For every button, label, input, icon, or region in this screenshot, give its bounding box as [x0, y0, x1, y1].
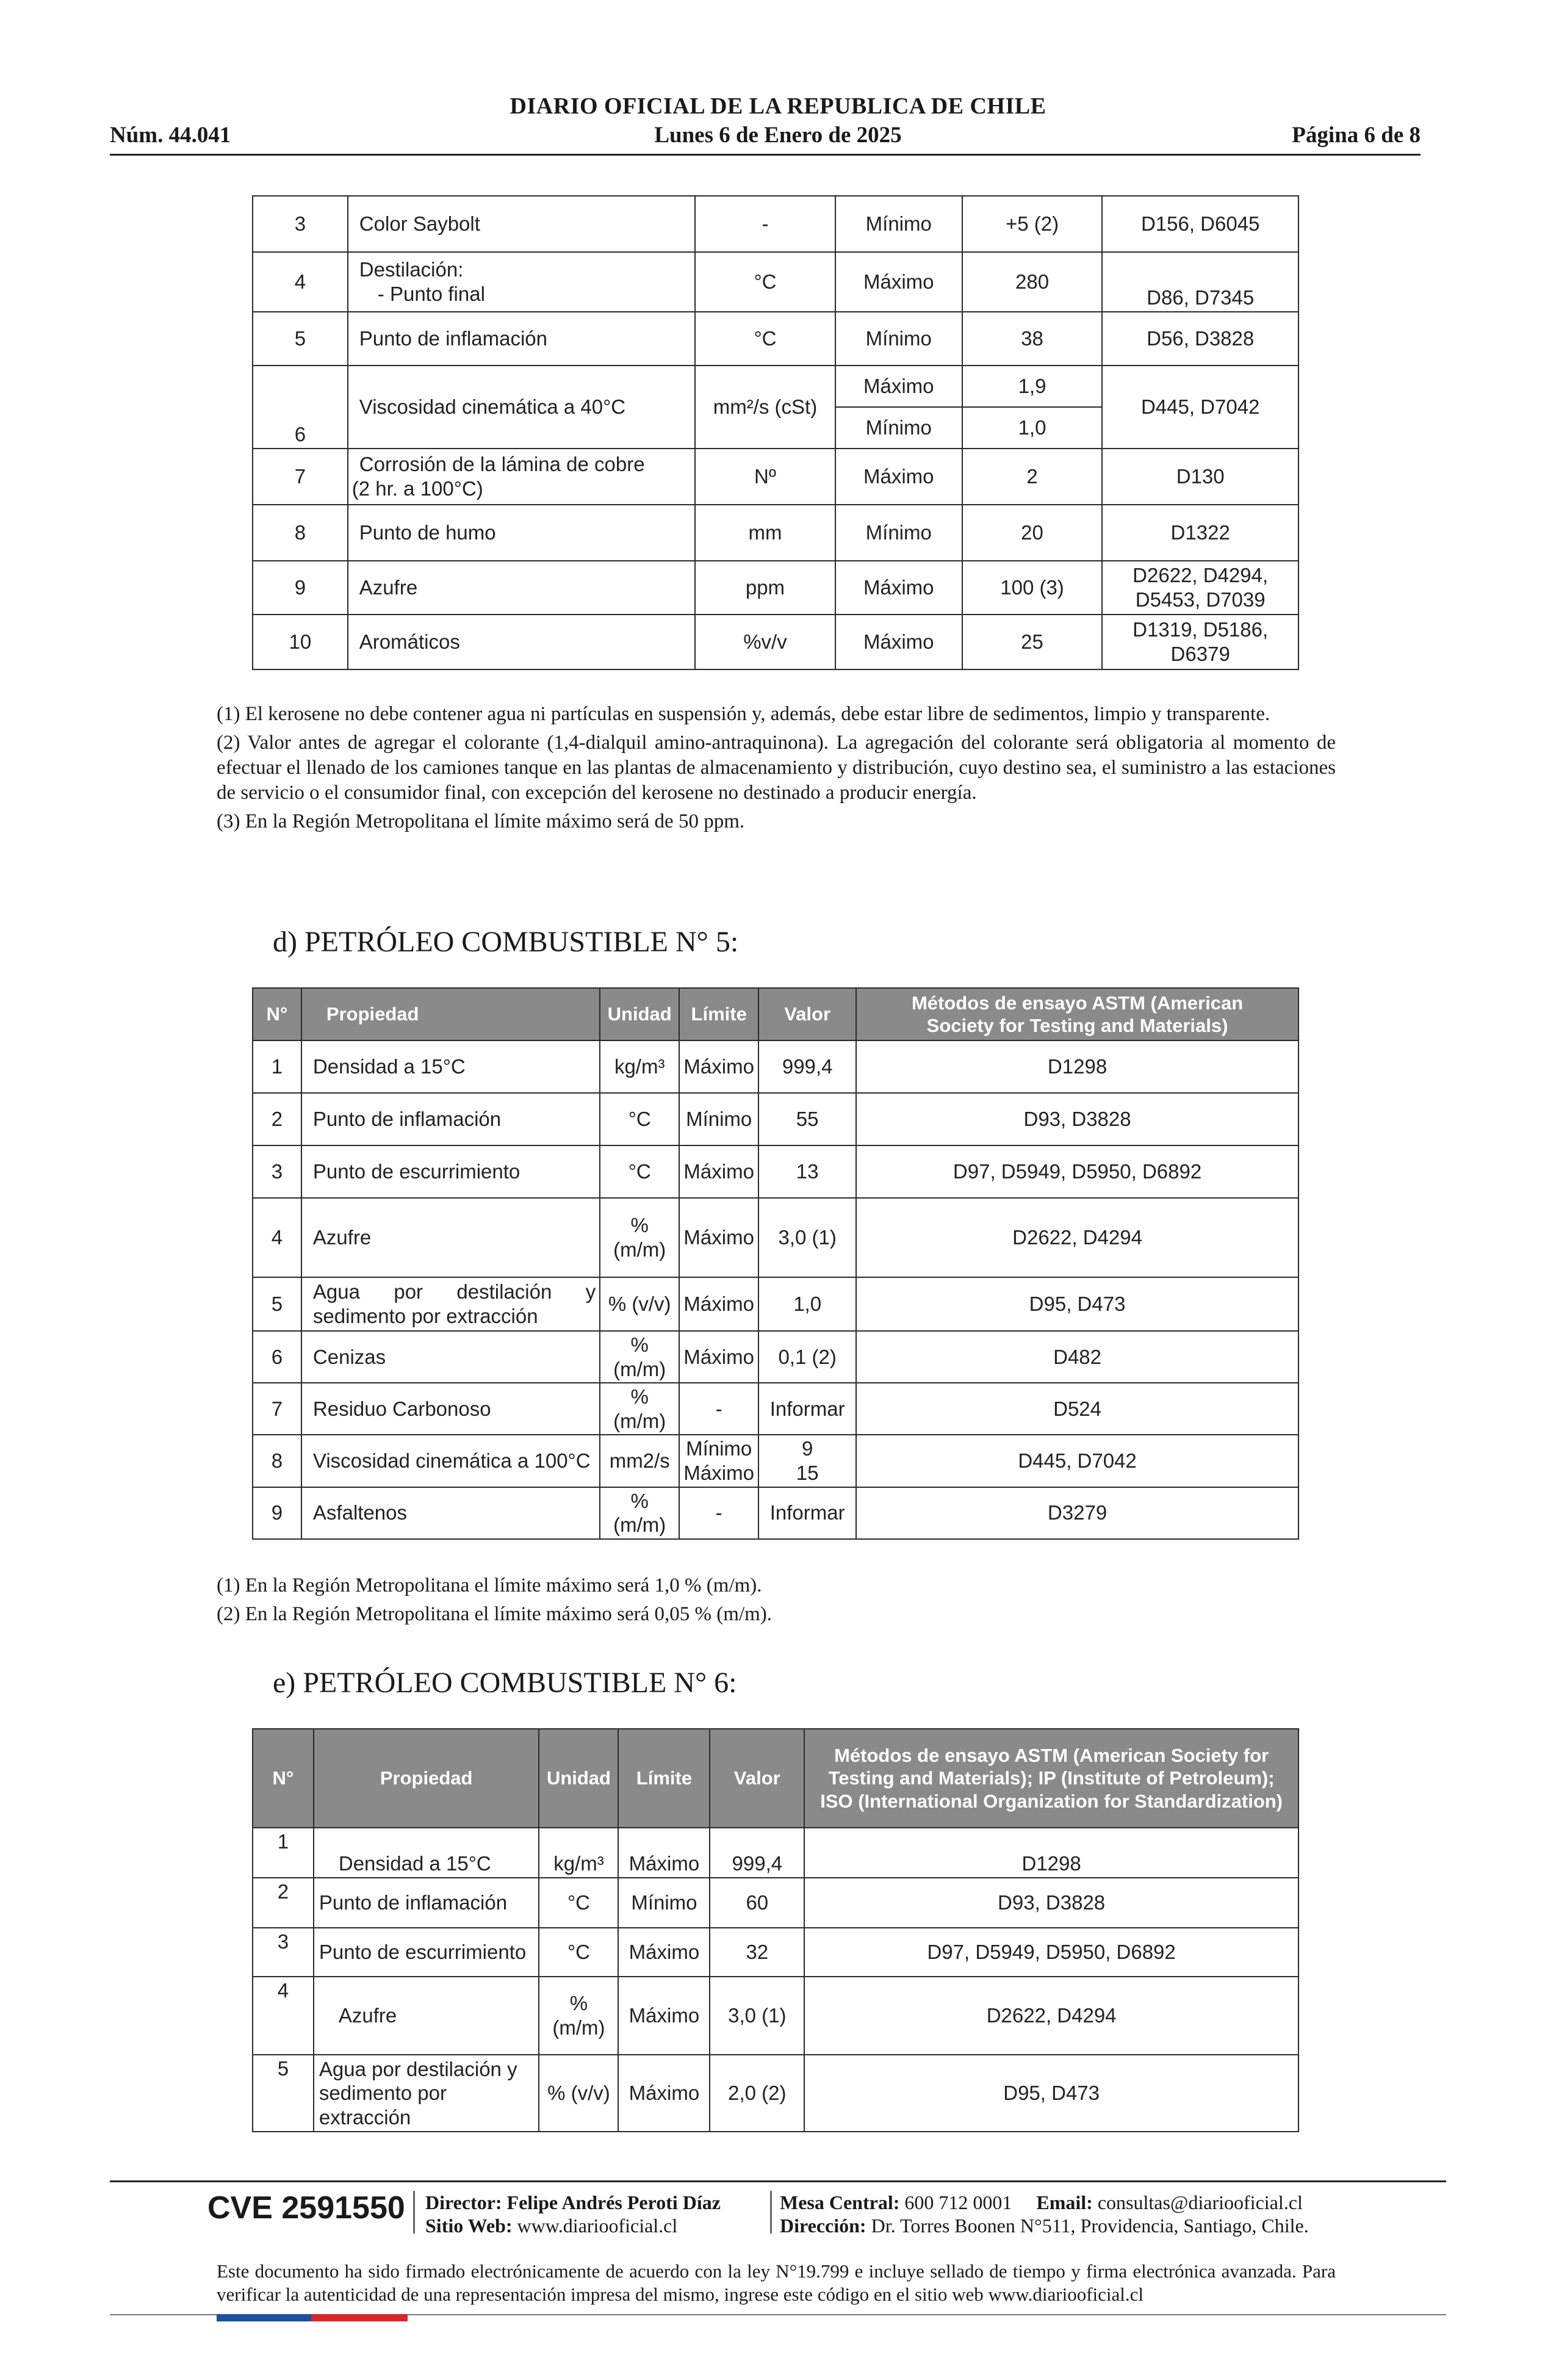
method-cell: D445, D7042	[856, 1435, 1298, 1487]
limit-cell: Máximo	[618, 2055, 710, 2132]
property-cell: Cenizas	[301, 1331, 600, 1383]
property-cell: Viscosidad cinemática a 100°C	[301, 1435, 600, 1487]
value-cell: 38	[962, 312, 1103, 366]
limit-cell: Mínimo	[679, 1093, 758, 1145]
unit-cell: % (m/m)	[539, 1977, 618, 2055]
table-row	[253, 1093, 1298, 1145]
header-value: Valor	[758, 988, 856, 1040]
row-number: 7	[253, 1383, 301, 1435]
row-number: 8	[253, 505, 348, 561]
value-cell: 280	[962, 252, 1103, 312]
unit-cell: kg/m³	[539, 1828, 618, 1878]
site-label: Sitio Web:	[425, 2215, 513, 2237]
phone-label: Mesa Central:	[780, 2191, 900, 2213]
property-line: Destilación:	[359, 258, 464, 281]
footnote: (2) En la Región Metropolitana el límite máximo será 0,05 % (m/m).	[217, 1603, 773, 1625]
property-cell: Aromáticos	[348, 615, 695, 669]
row-number: 5	[253, 1277, 301, 1331]
table-row	[253, 1383, 1298, 1435]
property-cell: Punto de inflamación	[301, 1093, 600, 1145]
method-line: D5453, D7039	[1135, 588, 1266, 611]
table-row	[253, 252, 1298, 312]
unit-cell: °C	[539, 1928, 618, 1977]
email-link[interactable]: consultas@diariooficial.cl	[1097, 2191, 1303, 2213]
property-line: (2 hr. a 100°C)	[351, 477, 483, 500]
limit-cell: Máximo	[679, 1040, 758, 1093]
address: Dr. Torres Boonen N°511, Providencia, Santiago, Chile.	[871, 2215, 1309, 2237]
value-cell: 55	[758, 1093, 856, 1145]
value-cell: 0,1 (2)	[758, 1331, 856, 1383]
row-number: 2	[253, 1093, 301, 1145]
footer-contact-block	[780, 2191, 1309, 2237]
header-value: Valor	[710, 1729, 804, 1828]
limit-cell: Máximo	[835, 449, 962, 505]
unit-cell: °C	[695, 312, 835, 366]
unit-cell: °C	[539, 1878, 618, 1928]
row-number: 4	[253, 1977, 314, 2055]
value-cell: Informar	[758, 1383, 856, 1435]
value-cell: 60	[710, 1878, 804, 1928]
value-cell: 100 (3)	[962, 561, 1103, 615]
method-cell	[1102, 615, 1298, 669]
row-number: 1	[253, 1040, 301, 1093]
method-line: D1319, D5186,	[1133, 618, 1269, 641]
value-cell: 999,4	[758, 1040, 856, 1093]
unit-cell: mm	[695, 505, 835, 561]
footer-separator	[413, 2191, 415, 2234]
header-unit: Unidad	[539, 1729, 618, 1828]
value-cell: 3,0 (1)	[758, 1198, 856, 1277]
header-divider	[110, 154, 1421, 156]
limit-cell: Máximo	[679, 1145, 758, 1198]
limit-cell: Máximo	[618, 1928, 710, 1977]
unit-cell: mm²/s (cSt)	[695, 366, 835, 449]
value-cell: 3,0 (1)	[710, 1977, 804, 2055]
header-unit: Unidad	[600, 988, 679, 1040]
method-cell: D130	[1102, 449, 1298, 505]
row-number: 1	[253, 1828, 314, 1878]
header-number: N°	[253, 1729, 314, 1828]
property-cell: Agua por destilación y sedimento por extracción	[314, 2055, 539, 2132]
limit-cell	[679, 1435, 758, 1487]
email-label: Email:	[1036, 2191, 1093, 2213]
unit-cell: ppm	[695, 561, 835, 615]
property-line: - Punto final	[377, 283, 485, 305]
property-cell: Residuo Carbonoso	[301, 1383, 600, 1435]
row-number: 6	[253, 366, 348, 449]
value-cell: 999,4	[710, 1828, 804, 1878]
unit-cell: % (m/m)	[600, 1198, 679, 1277]
property-cell: Densidad a 15°C	[301, 1040, 600, 1093]
property-cell	[348, 449, 695, 505]
fuel-oil-5-notes	[217, 1573, 1336, 1631]
limit-cell: Máximo	[679, 1331, 758, 1383]
table-row	[253, 1145, 1298, 1198]
unit-cell: °C	[600, 1093, 679, 1145]
row-number: 9	[253, 561, 348, 615]
limit-cell: -	[679, 1487, 758, 1539]
footer-separator	[770, 2191, 772, 2234]
table-row	[253, 1487, 1298, 1539]
unit-cell: % (m/m)	[600, 1383, 679, 1435]
method-line: D2622, D4294,	[1133, 564, 1269, 587]
table-row	[253, 2055, 1298, 2132]
limit-cell: Máximo	[679, 1198, 758, 1277]
method-cell: D95, D473	[856, 1277, 1298, 1331]
value-line: 15	[796, 1461, 819, 1484]
property-cell: Asfaltenos	[301, 1487, 600, 1539]
method-cell: D1298	[856, 1040, 1298, 1093]
fuel-oil-6-table	[252, 1728, 1299, 2132]
footnote: (3) En la Región Metropolitana el límite máximo será de 50 ppm.	[217, 810, 745, 832]
limit-cell: Máximo	[835, 615, 962, 669]
method-cell: D93, D3828	[804, 1878, 1298, 1928]
unit-cell: °C	[695, 252, 835, 312]
unit-cell: % (m/m)	[600, 1331, 679, 1383]
unit-cell: % (m/m)	[600, 1487, 679, 1539]
footer-director-block	[425, 2191, 721, 2237]
row-number: 4	[253, 252, 348, 312]
table-row	[253, 1277, 1298, 1331]
table-row	[253, 1828, 1298, 1878]
unit-cell: -	[695, 196, 835, 252]
row-number: 6	[253, 1331, 301, 1383]
row-number: 3	[253, 196, 348, 252]
header-property: Propiedad	[301, 988, 600, 1040]
unit-cell: °C	[600, 1145, 679, 1198]
unit-cell: kg/m³	[600, 1040, 679, 1093]
property-cell: Color Saybolt	[348, 196, 695, 252]
row-number: 8	[253, 1435, 301, 1487]
value-cell: 1,9	[962, 366, 1103, 407]
limit-cell: Máximo	[835, 252, 962, 312]
property-cell: Punto de escurrimiento	[314, 1928, 539, 1977]
flag-stripe-red	[311, 2314, 408, 2321]
method-cell: D482	[856, 1331, 1298, 1383]
table-row	[253, 1040, 1298, 1093]
header-limit: Límite	[679, 988, 758, 1040]
row-number: 4	[253, 1198, 301, 1277]
property-cell: Azufre	[348, 561, 695, 615]
property-cell: Agua por destilación y sedimento por extracción	[301, 1277, 600, 1331]
property-cell: Viscosidad cinemática a 40°C	[348, 366, 695, 449]
flag-stripe-blue	[217, 2314, 311, 2321]
page-number: Página 6 de 8	[1292, 123, 1421, 148]
legal-notice: Este documento ha sido firmado electrónicamente de acuerdo con la ley N°19.799 e incluye sellado de tiempo y firma electrónica avanzada. Para verificar la autenticidad de una representación impresa del mismo, ingrese este código en el sitio web www.diariooficial.cl	[217, 2260, 1336, 2305]
property-cell: Punto de escurrimiento	[301, 1145, 600, 1198]
kerosene-spec-table	[252, 195, 1299, 670]
method-cell: D97, D5949, D5950, D6892	[856, 1145, 1298, 1198]
header-methods: Métodos de ensayo ASTM (American Society for Testing and Materials); IP (Institute of Petroleum); ISO (International Organization for Standardization)	[804, 1729, 1298, 1828]
unit-cell: Nº	[695, 449, 835, 505]
property-cell: Azufre	[301, 1198, 600, 1277]
method-cell: D93, D3828	[856, 1093, 1298, 1145]
method-cell: D3279	[856, 1487, 1298, 1539]
table-row	[253, 1878, 1298, 1928]
row-number: 3	[253, 1928, 314, 1977]
table-row	[253, 561, 1298, 615]
section-d-title: d) PETRÓLEO COMBUSTIBLE N° 5:	[273, 926, 739, 958]
limit-cell: Mínimo	[835, 407, 962, 449]
value-cell: 32	[710, 1928, 804, 1977]
table-row	[253, 449, 1298, 505]
fuel-oil-5-table	[252, 987, 1299, 1540]
table-row	[253, 366, 1298, 407]
table-header-row	[253, 988, 1298, 1040]
issue-number: Núm. 44.041	[110, 123, 231, 148]
value-cell: 25	[962, 615, 1103, 669]
property-cell: Punto de inflamación	[314, 1878, 539, 1928]
director-label: Director:	[425, 2191, 502, 2213]
unit-cell: % (v/v)	[539, 2055, 618, 2132]
footnote: (1) El kerosene no debe contener agua ni partículas en suspensión y, además, debe estar libre de sedimentos, limpio y transparente.	[217, 703, 1270, 725]
value-cell: 1,0	[962, 407, 1103, 449]
table-row	[253, 1977, 1298, 2055]
limit-cell: Máximo	[618, 1828, 710, 1878]
value-cell	[758, 1435, 856, 1487]
value-cell: 1,0	[758, 1277, 856, 1331]
method-cell: D2622, D4294	[856, 1198, 1298, 1277]
table-row	[253, 1928, 1298, 1977]
issue-date: Lunes 6 de Enero de 2025	[654, 123, 902, 148]
row-number: 5	[253, 312, 348, 366]
kerosene-notes	[217, 702, 1336, 838]
table-row	[253, 1331, 1298, 1383]
limit-line: Máximo	[683, 1461, 754, 1484]
method-cell: D97, D5949, D5950, D6892	[804, 1928, 1298, 1977]
limit-cell: Máximo	[618, 1977, 710, 2055]
table-row	[253, 505, 1298, 561]
table-header-row	[253, 1729, 1298, 1828]
method-line: D6379	[1170, 643, 1230, 665]
unit-cell: % (v/v)	[600, 1277, 679, 1331]
method-cell: D2622, D4294	[804, 1977, 1298, 2055]
row-number: 5	[253, 2055, 314, 2132]
header-number: N°	[253, 988, 301, 1040]
table-row	[253, 196, 1298, 252]
method-cell: D1322	[1102, 505, 1298, 561]
method-cell: D524	[856, 1383, 1298, 1435]
property-line: Corrosión de la lámina de cobre	[359, 453, 645, 476]
value-cell: 2,0 (2)	[710, 2055, 804, 2132]
director-name: Felipe Andrés Peroti Díaz	[506, 2191, 721, 2213]
property-cell: Punto de inflamación	[348, 312, 695, 366]
method-cell: D156, D6045	[1102, 196, 1298, 252]
method-cell: D95, D473	[804, 2055, 1298, 2132]
method-cell	[1102, 561, 1298, 615]
method-cell: D1298	[804, 1828, 1298, 1878]
section-e-title: e) PETRÓLEO COMBUSTIBLE N° 6:	[273, 1667, 737, 1699]
row-number: 2	[253, 1878, 314, 1928]
row-number: 10	[253, 615, 348, 669]
header-limit: Límite	[618, 1729, 710, 1828]
header-methods: Métodos de ensayo ASTM (American Society for Testing and Materials)	[856, 988, 1298, 1040]
unit-cell: mm2/s	[600, 1435, 679, 1487]
gazette-title: DIARIO OFICIAL DE LA REPUBLICA DE CHILE	[510, 93, 1046, 119]
table-row	[253, 615, 1298, 669]
value-cell: +5 (2)	[962, 196, 1103, 252]
phone-number: 600 712 0001	[904, 2191, 1012, 2213]
method-cell: D86, D7345	[1102, 252, 1298, 312]
footnote: (1) En la Región Metropolitana el límite máximo será 1,0 % (m/m).	[217, 1574, 762, 1596]
property-cell: Densidad a 15°C	[314, 1828, 539, 1878]
row-number: 3	[253, 1145, 301, 1198]
limit-cell: -	[679, 1383, 758, 1435]
value-cell: 2	[962, 449, 1103, 505]
limit-cell: Máximo	[679, 1277, 758, 1331]
method-cell: D445, D7042	[1102, 366, 1298, 449]
limit-cell: Mínimo	[835, 196, 962, 252]
property-cell: Punto de humo	[348, 505, 695, 561]
value-line: 9	[801, 1437, 813, 1460]
limit-line: Mínimo	[686, 1437, 752, 1460]
value-cell: Informar	[758, 1487, 856, 1539]
limit-cell: Máximo	[835, 366, 962, 407]
table-row	[253, 1435, 1298, 1487]
footer-divider	[110, 2180, 1446, 2182]
property-cell: Azufre	[314, 1977, 539, 2055]
cve-code: CVE 2591550	[207, 2190, 405, 2226]
limit-cell: Máximo	[835, 561, 962, 615]
value-cell: 13	[758, 1145, 856, 1198]
method-cell: D56, D3828	[1102, 312, 1298, 366]
row-number: 7	[253, 449, 348, 505]
address-label: Dirección:	[780, 2215, 866, 2237]
value-cell: 20	[962, 505, 1103, 561]
limit-cell: Mínimo	[835, 312, 962, 366]
unit-cell: %v/v	[695, 615, 835, 669]
property-cell	[348, 252, 695, 312]
footnote: (2) Valor antes de agregar el colorante (1,4-dialquil amino-antraquinona). La agregación del colorante será obligatoria al momento de efectuar el llenado de los camiones tanque en las plantas de almacenamiento y distribución, cuyo destino sea, el suministro a las estaciones de servicio o el consumidor final, con excepción del kerosene no destinado a producir energía.	[217, 732, 1336, 804]
header-property: Propiedad	[314, 1729, 539, 1828]
limit-cell: Mínimo	[835, 505, 962, 561]
table-row	[253, 1198, 1298, 1277]
limit-cell: Mínimo	[618, 1878, 710, 1928]
row-number: 9	[253, 1487, 301, 1539]
site-link[interactable]: www.diariooficial.cl	[517, 2215, 678, 2237]
table-row	[253, 312, 1298, 366]
